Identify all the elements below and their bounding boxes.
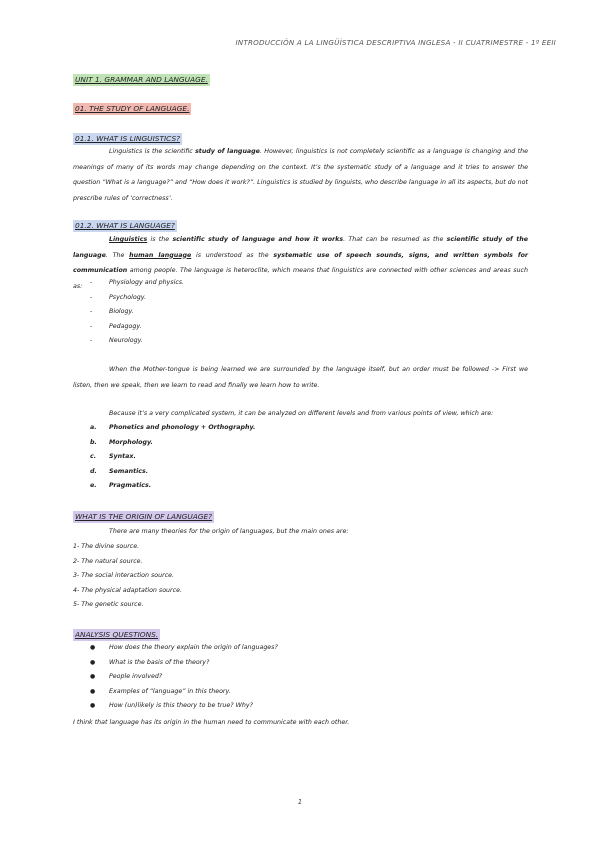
list-item: ● How (un)likely is this theory to be true? Why?: [73, 699, 278, 714]
list-item: ● People involved?: [73, 670, 278, 685]
page-number: 1: [297, 798, 303, 806]
paragraph-mother-tongue: When the Mother-tongue is being learned we are surrounded by the language itself, but an order must be followed -> First we listen, then we speak, then we learn to read and finally we learn how to write.: [73, 366, 528, 389]
paragraph-levels-intro: Because it’s a very complicated system, it can be analyzed on different levels and from various points of view, which are:: [109, 410, 494, 417]
list-item: ● Examples of “language” in this theory.: [73, 685, 278, 700]
list-item: 4- The physical adaptation source.: [73, 586, 182, 594]
list-item: - Pedagogy.: [90, 322, 142, 330]
section-heading-study-of-language: 01. THE STUDY OF LANGUAGE.: [75, 104, 190, 113]
bullet-icon: ●: [90, 658, 96, 666]
origin-theories-list: [73, 540, 182, 613]
paragraph-language-definition: Linguistics is the scientific study of language and how it works. That can be resumed as the scientific study of the language. The human language is understood as the systematic use of speech sounds, signs, and written symbols for communication among people. The language is heteroclite, which means that linguistics are connected with other sciences and areas such as:: [73, 236, 529, 290]
list-item: b. Morphology.: [90, 438, 153, 446]
bullet-icon: ●: [90, 644, 96, 651]
related-sciences-list: [73, 276, 184, 349]
levels-list: [73, 421, 255, 494]
list-item: - Psychology.: [90, 293, 146, 301]
list-item: a. Phonetics and phonology + Orthography.: [90, 424, 256, 431]
bullet-icon: ●: [90, 687, 96, 695]
list-item: 2- The natural source.: [73, 557, 143, 565]
paragraph-analysis-answer: I think that language has its origin in the human need to communicate with each other.: [73, 719, 350, 726]
list-item: 5- The genetic source.: [73, 601, 144, 608]
list-item: c. Syntax.: [90, 453, 136, 460]
subsection-heading-what-is-linguistics: 01.1. WHAT IS LINGUISTICS?: [75, 134, 181, 143]
list-item: - Physiology and physics.: [90, 279, 185, 286]
list-item: - Neurology.: [90, 337, 143, 344]
paragraph-linguistics-definition: Linguistics is the scientific study of language. However, linguistics is not completely scientific as a language is changing and the meanings of many of its words may change depending on the context. It’s the systematic study of a language and it tries to answer the question “What is a language?” and “How does it work?”. Linguistics is studied by linguists, who describe language in all its aspects, but do not prescribe rules of ‘correctness’.: [73, 148, 528, 202]
bullet-icon: ●: [90, 702, 96, 709]
list-item: 1- The divine source.: [73, 543, 140, 550]
list-item: d. Semantics.: [90, 467, 149, 475]
list-item: - Biology.: [90, 308, 134, 315]
running-header: INTRODUCCIÓN A LA LINGÜÍSTICA DESCRIPTIVA INGLESA - II CUATRIMESTRE - 1º EEII: [235, 38, 556, 47]
bullet-icon: ●: [90, 673, 96, 680]
list-item: 3- The social interaction source.: [73, 572, 175, 579]
paragraph-origin-intro: There are many theories for the origin of languages, but the main ones are:: [109, 528, 349, 535]
section-heading-origin-of-language: WHAT IS THE ORIGIN OF LANGUAGE?: [75, 512, 213, 521]
list-item: ● What is the basis of the theory?: [73, 656, 278, 671]
unit-title: UNIT 1. GRAMMAR AND LANGUAGE.: [75, 75, 208, 84]
list-item: ● How does the theory explain the origin of languages?: [73, 641, 278, 656]
list-item: e. Pragmatics.: [90, 482, 152, 489]
section-heading-analysis-questions: ANALYSIS QUESTIONS.: [75, 630, 159, 639]
analysis-questions-list: [73, 641, 278, 714]
subsection-heading-what-is-language: 01.2. WHAT IS LANGUAGE?: [75, 221, 175, 230]
